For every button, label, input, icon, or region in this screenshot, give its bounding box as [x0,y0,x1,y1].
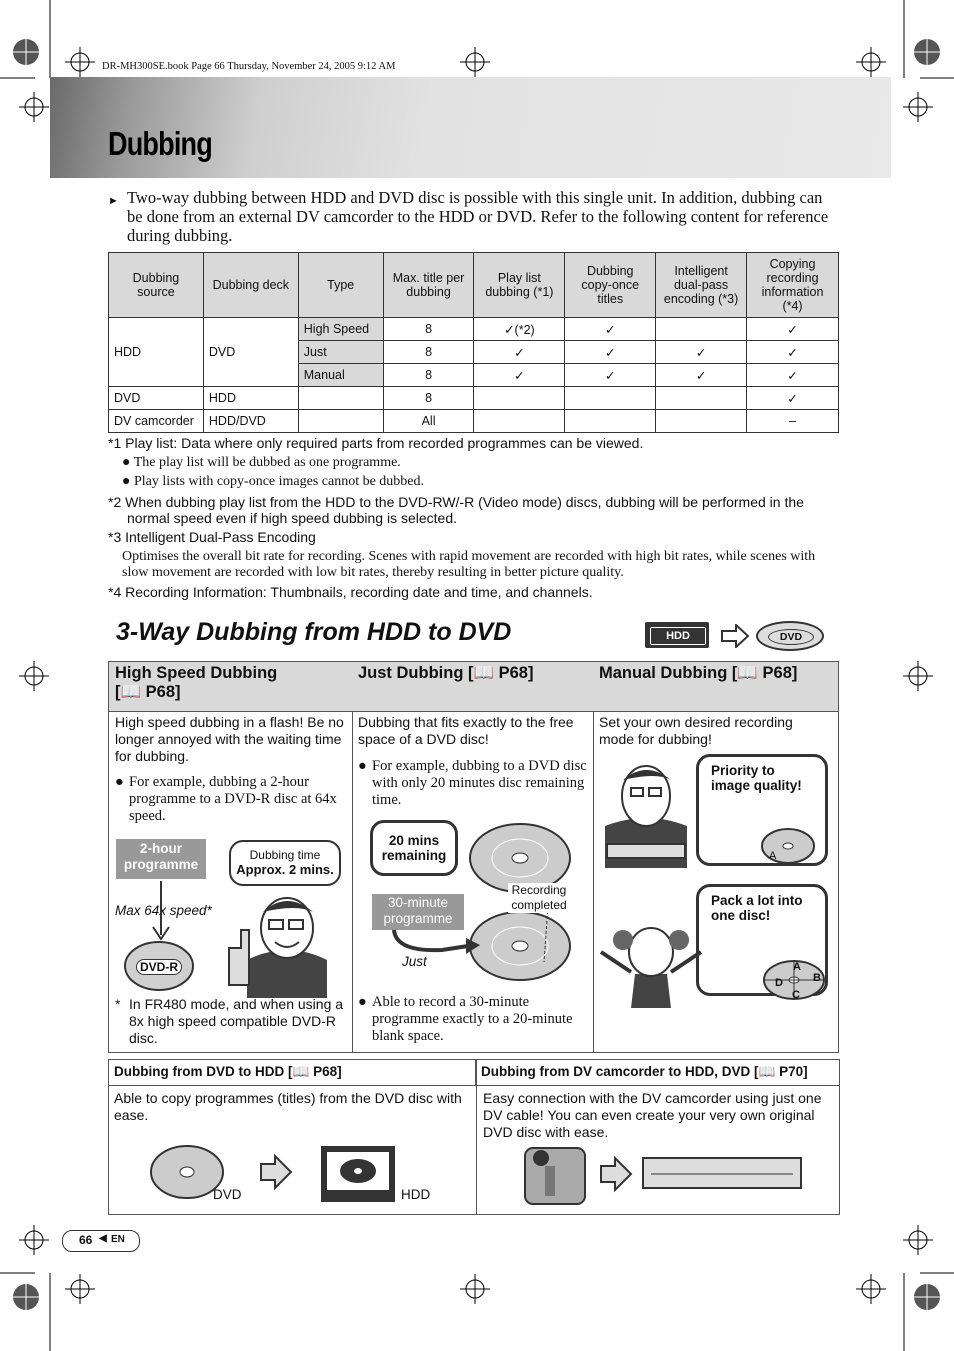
manual-dubbing-column [593,662,838,1052]
dvd-to-hdd-illustration [149,1144,429,1206]
cell-idp [656,318,747,341]
cell-deck: HDD [203,387,298,410]
disc-a-label: A [769,850,777,862]
footnote-1-bullet: ● The play list will be dubbed as one programme. [122,455,401,470]
cell-playlist: ✓(*2) [474,318,565,341]
just-dubbing-column [352,662,594,1052]
remaining-time-bubble: 20 mins remaining [370,820,458,876]
camcorder-to-recorder-illustration [523,1144,803,1208]
cell-idp: ✓ [656,341,747,364]
arrow-right-icon [720,624,750,648]
girl-cheering-illustration [597,912,705,1008]
bracket: [ [115,683,121,701]
bullet-icon: ● [358,994,367,1010]
cell-type [298,387,383,410]
cell-info: ✓ [747,387,839,410]
cell-playlist: ✓ [474,364,565,387]
disc-c-segment-label: C [792,989,800,1001]
dvd-to-hdd-desc: Able to copy programmes (titles) from the DVD disc with ease. [114,1090,462,1123]
two-hour-programme-box: 2-hour programme [116,839,206,879]
disc-b-segment-label: B [813,972,821,984]
page-ref-link[interactable]: P68] [498,664,534,682]
other-dubbing-grid [108,1059,840,1215]
bullet-icon: ● [115,774,124,790]
col-header: Copying recording information (*4) [747,253,839,318]
hdd-label: HDD [401,1187,431,1202]
cell-max: 8 [383,318,474,341]
dubbing-table [108,252,839,433]
cell-type: Just [298,341,383,364]
section-title: 3-Way Dubbing from HDD to DVD [116,618,512,646]
cell-copyonce: ✓ [565,364,656,387]
recording-completed-label: Recording completed [508,883,570,913]
table-header-row [109,253,839,318]
cell-idp [656,387,747,410]
footnote-1: *1 Play list: Data where only required parts from recorded programmes can be viewed. [108,435,644,451]
col-header: Dubbing source [109,253,204,318]
col-header: Dubbing copy-once titles [565,253,656,318]
cell-copyonce [565,387,656,410]
dubbing-modes-grid [108,661,839,1053]
high-speed-desc: High speed dubbing in a flash! Be no longer annoyed with the waiting time for dubbing. [115,714,344,764]
cell-playlist [474,387,565,410]
page-ref-link[interactable]: P68] [145,683,181,701]
manual-dubbing-header [593,662,838,712]
column-divider [476,1060,477,1214]
book-icon: 📖 [120,683,142,701]
col-header: Type [298,253,383,318]
dubbing-time-value: Approx. 2 mins. [236,862,334,877]
cell-info: – [747,410,839,433]
col-header: Max. title per dubbing [383,253,474,318]
table-row [109,318,839,341]
dubbing-time-bubble [229,840,341,886]
cell-info: ✓ [747,364,839,387]
footnote-3: *3 Intelligent Dual-Pass Encoding [108,529,316,545]
book-icon: 📖 [473,664,495,682]
footnote-4: *4 Recording Information: Thumbnails, recording date and time, and channels. [108,584,593,600]
cell-info: ✓ [747,341,839,364]
page-number-tab [62,1230,140,1252]
cell-copyonce: ✓ [565,318,656,341]
footnote-2-cont: normal speed even if high speed dubbing is selected. [127,510,457,526]
hdd-badge-text: HDD [650,627,706,645]
cell-deck: HDD/DVD [203,410,298,433]
dvd-to-hdd-title: Dubbing from DVD to HDD [ [114,1064,293,1079]
page-title: Dubbing [108,125,212,162]
dvd-r-disc-illustration [123,879,243,994]
manual-dubbing-title: Manual Dubbing [ [599,664,738,682]
high-speed-bullet-text: For example, dubbing a 2-hour programme to a DVD-R disc at 64x speed. [129,774,337,824]
just-dubbing-header [352,662,593,712]
disc-a-segment-label: A [793,961,801,973]
footnote-3-desc: Optimises the overall bit rate for recording. Scenes with rapid movement are recorded with high bit rates, while scenes with slow movement are recorded with low bit rates, thereby resulting in better picture quality. [122,549,816,580]
table-row [109,387,839,410]
manual-dubbing-desc: Set your own desired recording mode for dubbing! [599,714,793,747]
just-dubbing-desc: Dubbing that fits exactly to the free space of a DVD disc! [358,714,574,747]
high-speed-bullet [115,774,347,825]
thirty-minute-programme-box: 30-minute programme [372,894,464,930]
just-label: Just [402,954,427,969]
dvd-label: DVD [213,1187,242,1202]
man-thumbs-up-illustration [227,890,337,998]
col-header: Play list dubbing (*1) [474,253,565,318]
cell-copyonce [565,410,656,433]
triangle-bullet-icon: ► [108,195,119,207]
dv-to-hdd-dvd-desc: Easy connection with the DV camcorder using just one DV cable! You can even create your very own original DVD disc with ease. [483,1090,822,1140]
cell-type [298,410,383,433]
dvd-badge [756,621,824,651]
cell-max: All [383,410,474,433]
dvd-to-hdd-header [109,1060,476,1086]
cell-idp [656,410,747,433]
dv-to-hdd-dvd-header [476,1060,839,1086]
file-info: DR-MH300SE.book Page 66 Thursday, November 24, 2005 9:12 AM [102,61,396,72]
high-speed-column [109,662,353,1052]
cell-max: 8 [383,387,474,410]
footnote-1-bullet-text: The play list will be dubbed as one programme. [133,455,401,470]
page-ref-link[interactable]: P70] [779,1064,808,1079]
col-header: Intelligent dual-pass encoding (*3) [656,253,747,318]
footnote-1-bullet: ● Play lists with copy-once images cannot be dubbed. [122,474,425,489]
language-code: EN [111,1234,125,1245]
footnote-1-bullet-text: Play lists with copy-once images cannot be dubbed. [133,474,425,489]
priority-quality-text: Priority to image quality! [711,763,802,793]
book-icon: 📖 [292,1064,310,1079]
just-dubbing-bullet-text: For example, dubbing to a DVD disc with only 20 minutes disc remaining time. [372,758,587,808]
high-speed-title: High Speed Dubbing [115,664,278,682]
page-ref-link[interactable]: P68] [762,664,798,682]
footnote-2: *2 When dubbing play list from the HDD to the DVD-RW/-R (Video mode) discs, dubbing will be performed in the [108,494,804,510]
cell-max: 8 [383,364,474,387]
cell-info: ✓ [747,318,839,341]
intro-text: Two-way dubbing between HDD and DVD disc is possible with this single unit. In addition, dubbing can be done from an external DV camcorder to the HDD or DVD. Refer to the following content for reference during dubbing. [127,188,829,245]
book-icon: 📖 [737,664,758,682]
dvd-badge-text: DVD [768,629,814,645]
intro-paragraph [108,188,838,245]
cell-playlist: ✓ [474,341,565,364]
hdd-badge [645,622,709,648]
high-speed-note: In FR480 mode, and when using a 8x high speed compatible DVD-R disc. [129,996,344,1046]
disc-d-segment-label: D [775,977,783,989]
man-arms-crossed-illustration [601,758,691,868]
dvd-r-label: DVD-R [136,959,182,975]
cell-idp: ✓ [656,364,747,387]
col-header: Dubbing deck [203,253,298,318]
cell-playlist [474,410,565,433]
cell-max: 8 [383,341,474,364]
cell-type: High Speed [298,318,383,341]
page-ref-link[interactable]: P68] [313,1064,342,1079]
max-speed-label: Max 64x speed* [115,903,212,918]
just-dubbing-bullet-2-text: Able to record a 30-minute programme exactly to a 20-minute blank space. [372,994,573,1044]
bullet-icon: ● [358,758,367,774]
cell-type: Manual [298,364,383,387]
cell-source: DVD [109,387,204,410]
pack-disc-text: Pack a lot into one disc! [711,893,803,923]
table-row [109,410,839,433]
cell-source: DV camcorder [109,410,204,433]
cell-copyonce: ✓ [565,341,656,364]
curved-arrow-icon [382,928,482,958]
left-triangle-icon: ◀ [99,1233,107,1244]
dv-to-hdd-dvd-title: Dubbing from DV camcorder to HDD, DVD [ [481,1064,759,1079]
just-dubbing-title: Just Dubbing [ [358,664,474,682]
dubbing-time-label: Dubbing time [249,848,321,862]
just-dubbing-bullet [358,758,588,809]
disc-a-illustration [759,826,817,866]
cell-deck: DVD [203,318,298,387]
high-speed-header [109,662,352,712]
just-dubbing-bullet-2 [358,994,588,1045]
book-icon: 📖 [758,1064,776,1079]
page-number: 66 [79,1233,93,1247]
cell-source: HDD [109,318,204,387]
footnote-mark: * [115,996,121,1012]
